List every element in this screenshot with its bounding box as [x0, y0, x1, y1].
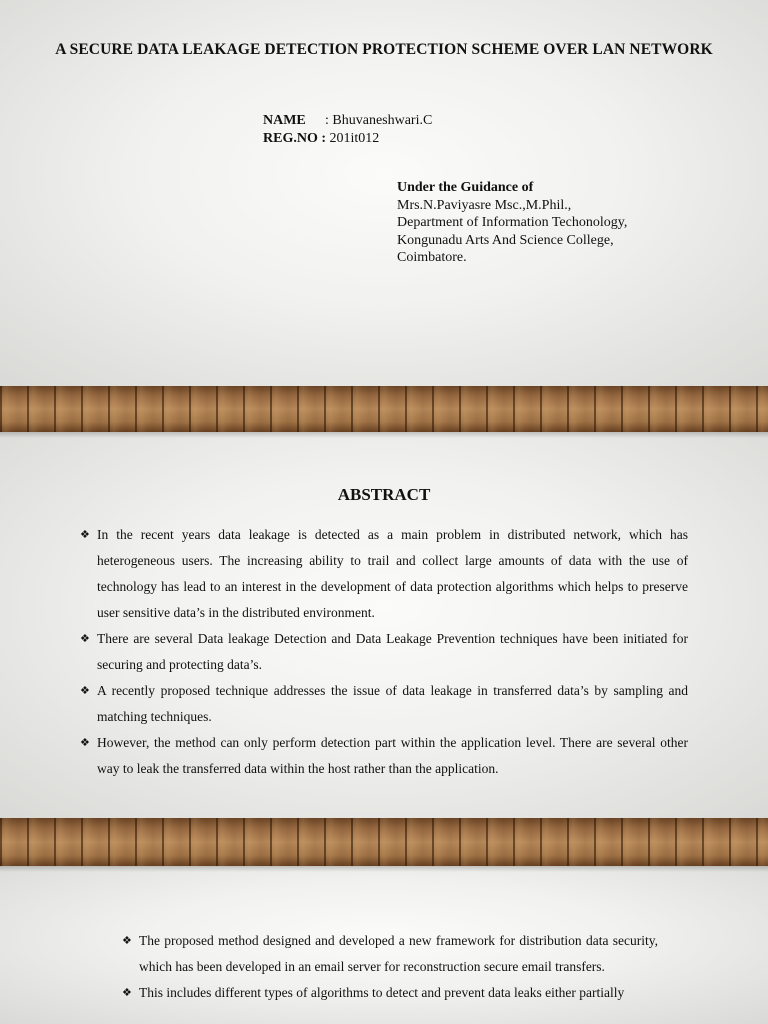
wood-floor-divider	[0, 818, 768, 866]
guide-line: Kongunadu Arts And Science College,	[397, 232, 614, 248]
guidance-heading: Under the Guidance of	[397, 180, 534, 195]
guide-line: Mrs.N.Paviyasre Msc.,M.Phil.,	[397, 197, 572, 213]
abstract-title: ABSTRACT	[337, 485, 431, 504]
guide-line: Coimbatore.	[397, 250, 467, 265]
bullet-item	[80, 626, 688, 678]
bullet-text: A recently proposed technique addresses the issue of data leakage in transferred data’s by sampling and matching techniques.	[97, 683, 688, 724]
diamond-bullet-icon: ❖	[80, 633, 90, 645]
diamond-bullet-icon: ❖	[80, 685, 90, 697]
bullet-item	[122, 928, 658, 980]
reg-value: 201it012	[329, 131, 380, 146]
abstract-bullet-list	[80, 522, 688, 782]
bullet-text: There are several Data leakage Detection and Data Leakage Prevention techniques have been initiated for securing and protecting data’s.	[97, 631, 688, 672]
name-value: : Bhuvaneshwari.C	[325, 113, 433, 128]
bullet-text: However, the method can only perform detection part within the application level. There are several other way to leak the transferred data within the host rather than the application.	[97, 735, 688, 776]
diamond-bullet-icon: ❖	[122, 987, 132, 999]
bullet-item	[80, 730, 688, 782]
name-label: NAME	[263, 113, 306, 128]
abstract-slide	[0, 432, 768, 818]
wood-floor-divider	[0, 386, 768, 432]
bullet-text: In the recent years data leakage is detected as a main problem in distributed network, which has heterogeneous users. The increasing ability to trail and collect large amounts of data with the use of technology has lead to an interest in the development of data protection algorithms which helps to preserve user sensitive data’s in the distributed environment.	[97, 527, 688, 620]
bullet-item	[122, 980, 658, 1006]
diamond-bullet-icon: ❖	[80, 529, 90, 541]
reg-row	[263, 130, 432, 148]
floor-shadow	[0, 432, 768, 438]
guidance-block	[397, 179, 627, 267]
presentation-title: A SECURE DATA LEAKAGE DETECTION PROTECTION SCHEME OVER LAN NETWORK	[55, 41, 713, 58]
proposed-bullet-list	[122, 928, 658, 1006]
bullet-item	[80, 678, 688, 730]
student-info	[263, 112, 432, 148]
guide-line: Department of Information Techonology,	[397, 215, 628, 230]
name-row	[263, 112, 432, 130]
bullet-text: This includes different types of algorithms to detect and prevent data leaks either partially	[139, 985, 625, 1000]
reg-label: REG.NO :	[263, 131, 326, 146]
proposed-method-slide	[0, 866, 768, 1024]
diamond-bullet-icon: ❖	[122, 935, 132, 947]
bullet-item	[80, 522, 688, 626]
floor-shadow	[0, 866, 768, 872]
title-slide	[0, 0, 768, 386]
diamond-bullet-icon: ❖	[80, 737, 90, 749]
bullet-text: The proposed method designed and developed a new framework for distribution data security, which has been developed in an email server for reconstruction secure email transfers.	[139, 933, 658, 974]
